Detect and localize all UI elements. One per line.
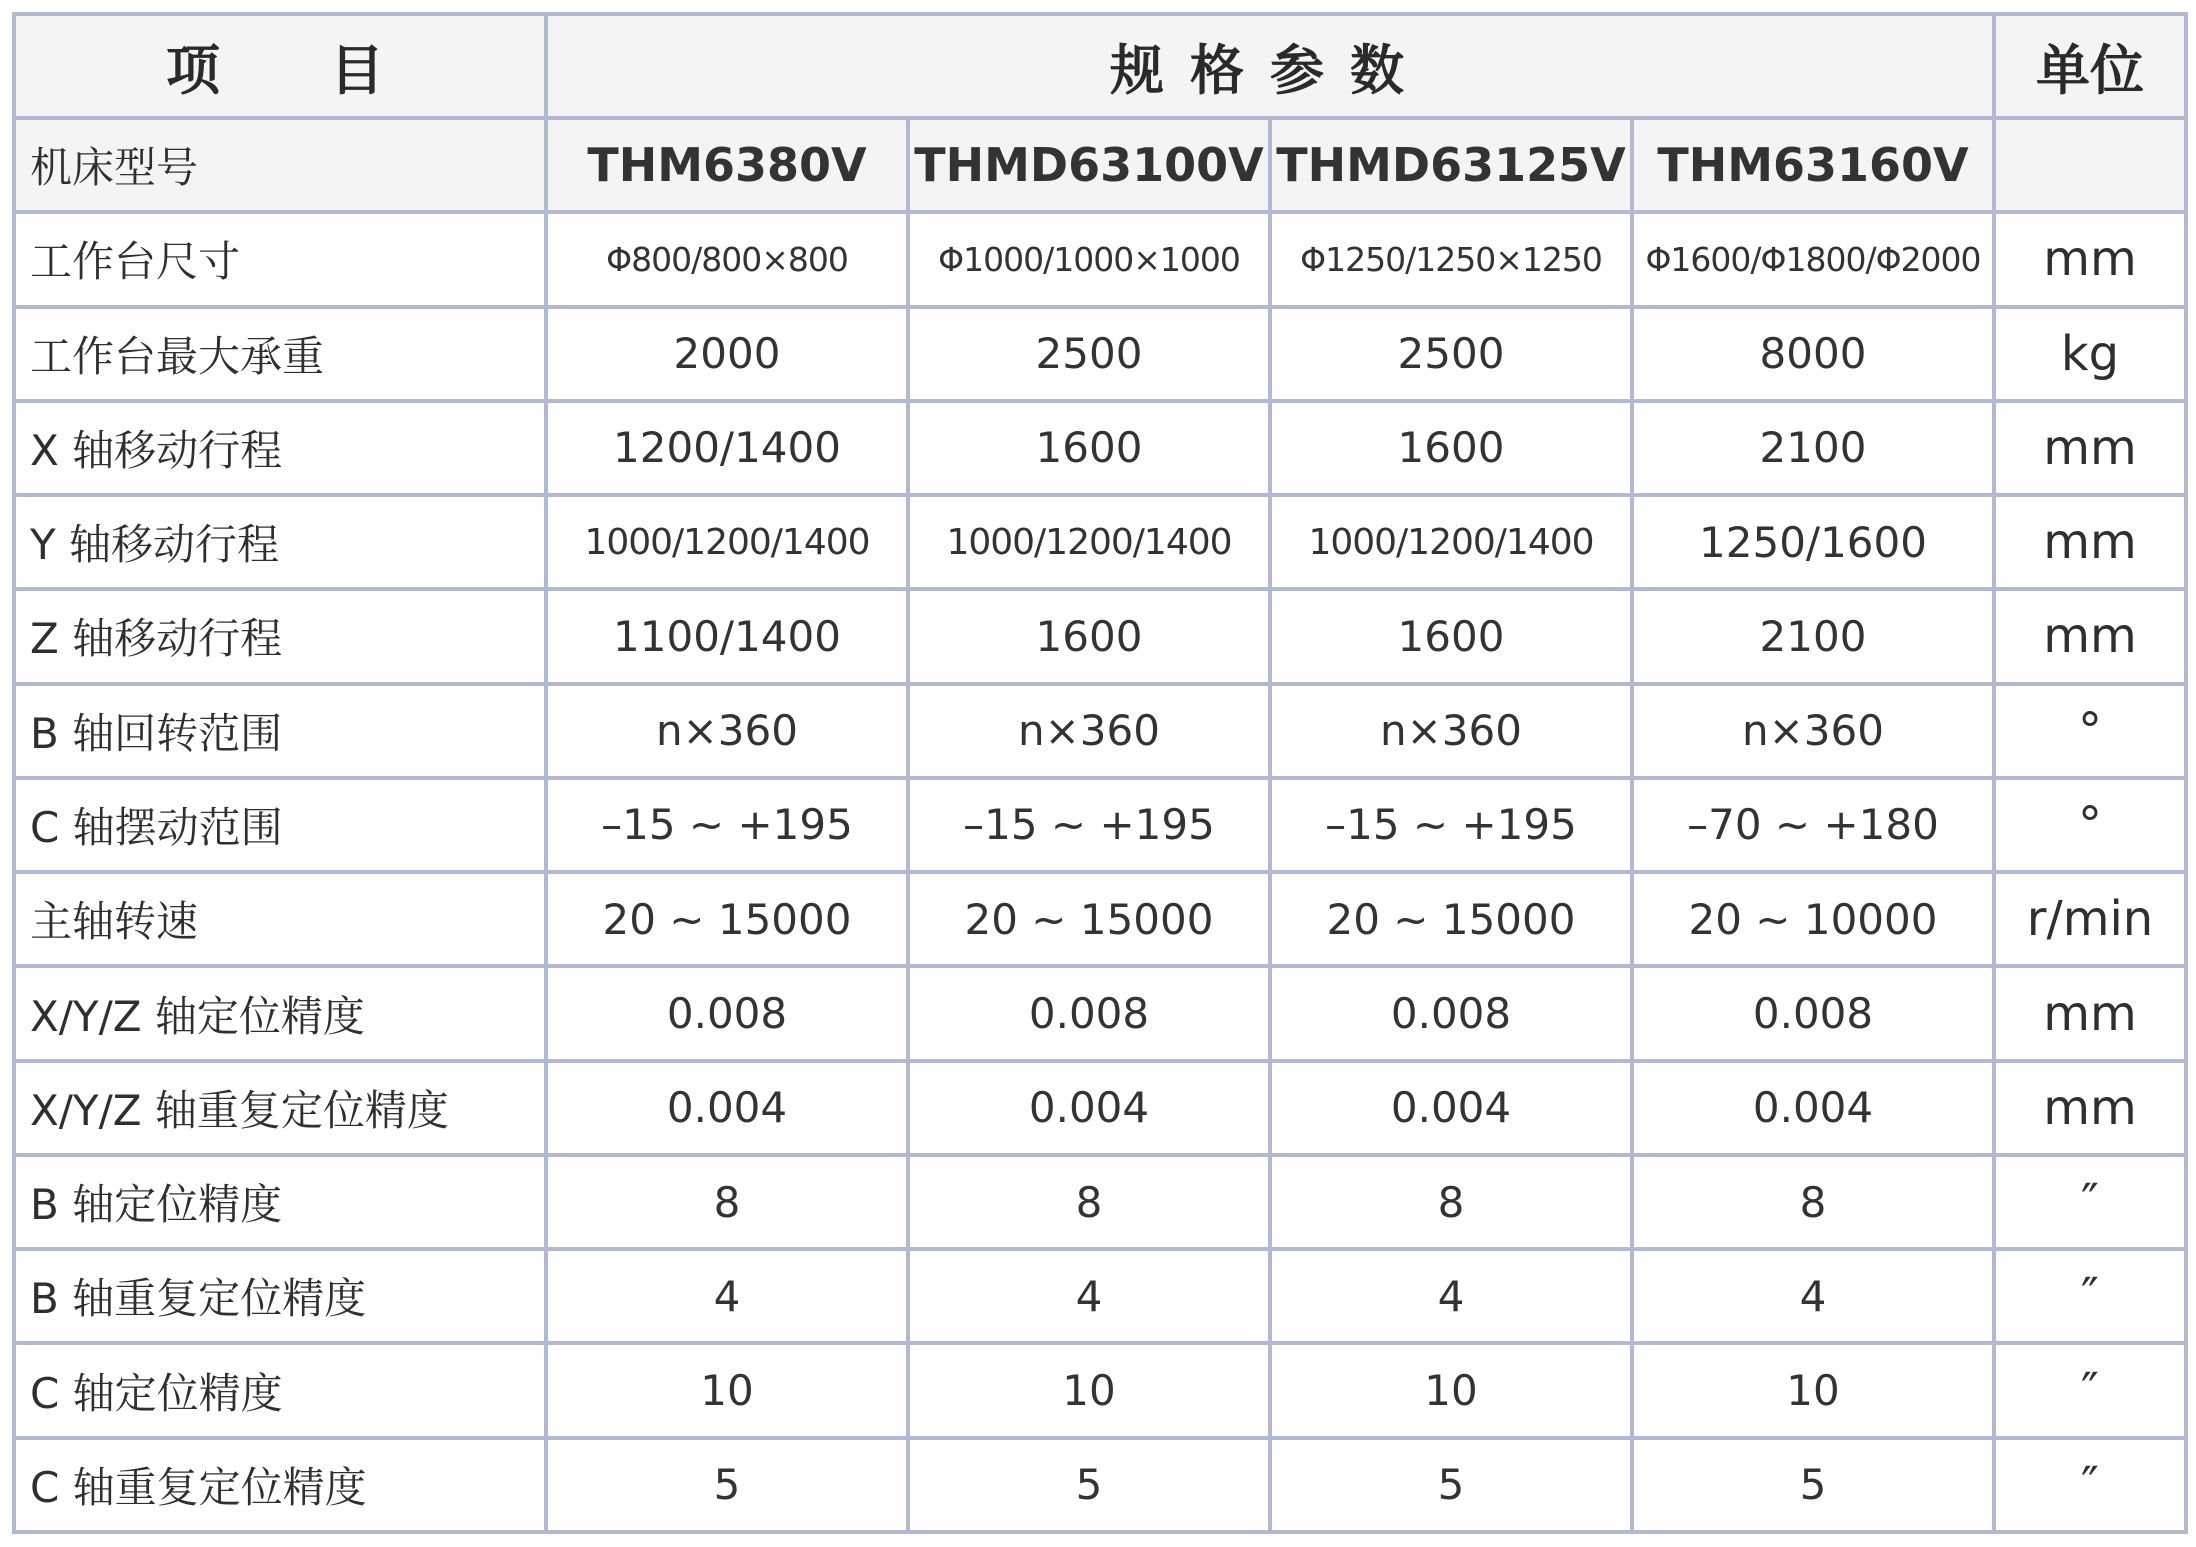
value-cell: 8 [908, 1155, 1270, 1249]
value-cell: 2100 [1632, 589, 1994, 683]
value-cell: 0.008 [908, 966, 1270, 1060]
value-cell: 0.004 [908, 1061, 1270, 1155]
value-cell: 8000 [1632, 307, 1994, 401]
row-label: X/Y/Z 轴重复定位精度 [14, 1061, 546, 1155]
header-item [14, 14, 546, 118]
unit-cell: ″ [1994, 1249, 2186, 1343]
value-cell: Φ1000/1000×1000 [908, 212, 1270, 306]
value-cell: 10 [546, 1343, 908, 1437]
value-cell: 4 [1270, 1249, 1632, 1343]
value-cell: 10 [908, 1343, 1270, 1437]
value-cell: 5 [1632, 1438, 1994, 1532]
header-unit: 单位 [1994, 14, 2186, 118]
value-cell: 4 [1632, 1249, 1994, 1343]
value-cell: 20 ~ 15000 [1270, 872, 1632, 966]
header-spec-label: 规格参数 [1110, 38, 1430, 102]
value-cell: 4 [908, 1249, 1270, 1343]
value-cell: 20 ~ 10000 [1632, 872, 1994, 966]
model-cell: THM6380V [546, 118, 908, 212]
value-cell: 1000/1200/1400 [908, 495, 1270, 589]
value-cell: 8 [546, 1155, 908, 1249]
value-cell: 0.004 [1270, 1061, 1632, 1155]
row-label: X 轴移动行程 [14, 401, 546, 495]
value-cell: 2500 [1270, 307, 1632, 401]
table-row [14, 307, 2186, 401]
value-cell: 1600 [908, 401, 1270, 495]
value-cell: 0.004 [1632, 1061, 1994, 1155]
value-cell: 1200/1400 [546, 401, 908, 495]
model-row [14, 118, 2186, 212]
table-row [14, 778, 2186, 872]
value-cell: 2500 [908, 307, 1270, 401]
value-cell: 1600 [1270, 401, 1632, 495]
table-row [14, 1438, 2186, 1532]
value-cell: –15 ~ +195 [1270, 778, 1632, 872]
value-cell: n×360 [908, 684, 1270, 778]
value-cell: –15 ~ +195 [546, 778, 908, 872]
unit-cell: ° [1994, 778, 2186, 872]
value-cell: 2100 [1632, 401, 1994, 495]
table-row [14, 589, 2186, 683]
value-cell: Φ1600/Φ1800/Φ2000 [1632, 212, 1994, 306]
row-label: X/Y/Z 轴定位精度 [14, 966, 546, 1060]
value-cell: 5 [1270, 1438, 1632, 1532]
value-cell: 10 [1270, 1343, 1632, 1437]
table-row [14, 1155, 2186, 1249]
unit-cell: mm [1994, 212, 2186, 306]
unit-cell: kg [1994, 307, 2186, 401]
unit-cell: mm [1994, 495, 2186, 589]
value-cell: –15 ~ +195 [908, 778, 1270, 872]
table-row [14, 401, 2186, 495]
header-spec [546, 14, 1994, 118]
row-label: C 轴定位精度 [14, 1343, 546, 1437]
value-cell: n×360 [1270, 684, 1632, 778]
value-cell: 5 [908, 1438, 1270, 1532]
value-cell: 1000/1200/1400 [546, 495, 908, 589]
model-cell: THMD63100V [908, 118, 1270, 212]
row-label: B 轴定位精度 [14, 1155, 546, 1249]
value-cell: 5 [546, 1438, 908, 1532]
value-cell: 1250/1600 [1632, 495, 1994, 589]
header-row [14, 14, 2186, 118]
value-cell: 0.004 [546, 1061, 908, 1155]
model-cell: THM63160V [1632, 118, 1994, 212]
value-cell: 0.008 [1270, 966, 1632, 1060]
table-row [14, 1249, 2186, 1343]
value-cell: 8 [1632, 1155, 1994, 1249]
row-label: 工作台尺寸 [14, 212, 546, 306]
unit-cell: ° [1994, 684, 2186, 778]
value-cell: 20 ~ 15000 [546, 872, 908, 966]
value-cell: 0.008 [1632, 966, 1994, 1060]
table-row [14, 495, 2186, 589]
value-cell: n×360 [546, 684, 908, 778]
value-cell: Φ800/800×800 [546, 212, 908, 306]
table-row [14, 212, 2186, 306]
row-label: Z 轴移动行程 [14, 589, 546, 683]
table-row [14, 1343, 2186, 1437]
row-label: C 轴摆动范围 [14, 778, 546, 872]
row-label: 主轴转速 [14, 872, 546, 966]
header-item-label: 项目 [166, 38, 494, 102]
model-cell: THMD63125V [1270, 118, 1632, 212]
value-cell: 0.008 [546, 966, 908, 1060]
value-cell: 1600 [908, 589, 1270, 683]
value-cell: 8 [1270, 1155, 1632, 1249]
unit-cell: ″ [1994, 1343, 2186, 1437]
table-row [14, 872, 2186, 966]
table-row [14, 684, 2186, 778]
unit-cell: mm [1994, 589, 2186, 683]
value-cell: 4 [546, 1249, 908, 1343]
unit-cell: mm [1994, 1061, 2186, 1155]
unit-cell: mm [1994, 966, 2186, 1060]
table-row [14, 1061, 2186, 1155]
value-cell: 10 [1632, 1343, 1994, 1437]
unit-cell: ″ [1994, 1155, 2186, 1249]
row-label: 工作台最大承重 [14, 307, 546, 401]
unit-cell: r/min [1994, 872, 2186, 966]
unit-cell: mm [1994, 401, 2186, 495]
value-cell: 2000 [546, 307, 908, 401]
row-label: 机床型号 [14, 118, 546, 212]
row-label: C 轴重复定位精度 [14, 1438, 546, 1532]
unit-cell: ″ [1994, 1438, 2186, 1532]
value-cell: –70 ~ +180 [1632, 778, 1994, 872]
unit-cell [1994, 118, 2186, 212]
value-cell: 1600 [1270, 589, 1632, 683]
value-cell: 1100/1400 [546, 589, 908, 683]
value-cell: 1000/1200/1400 [1270, 495, 1632, 589]
row-label: Y 轴移动行程 [14, 495, 546, 589]
value-cell: Φ1250/1250×1250 [1270, 212, 1632, 306]
row-label: B 轴回转范围 [14, 684, 546, 778]
spec-table [12, 12, 2188, 1534]
table-row [14, 966, 2186, 1060]
row-label: B 轴重复定位精度 [14, 1249, 546, 1343]
value-cell: n×360 [1632, 684, 1994, 778]
value-cell: 20 ~ 15000 [908, 872, 1270, 966]
